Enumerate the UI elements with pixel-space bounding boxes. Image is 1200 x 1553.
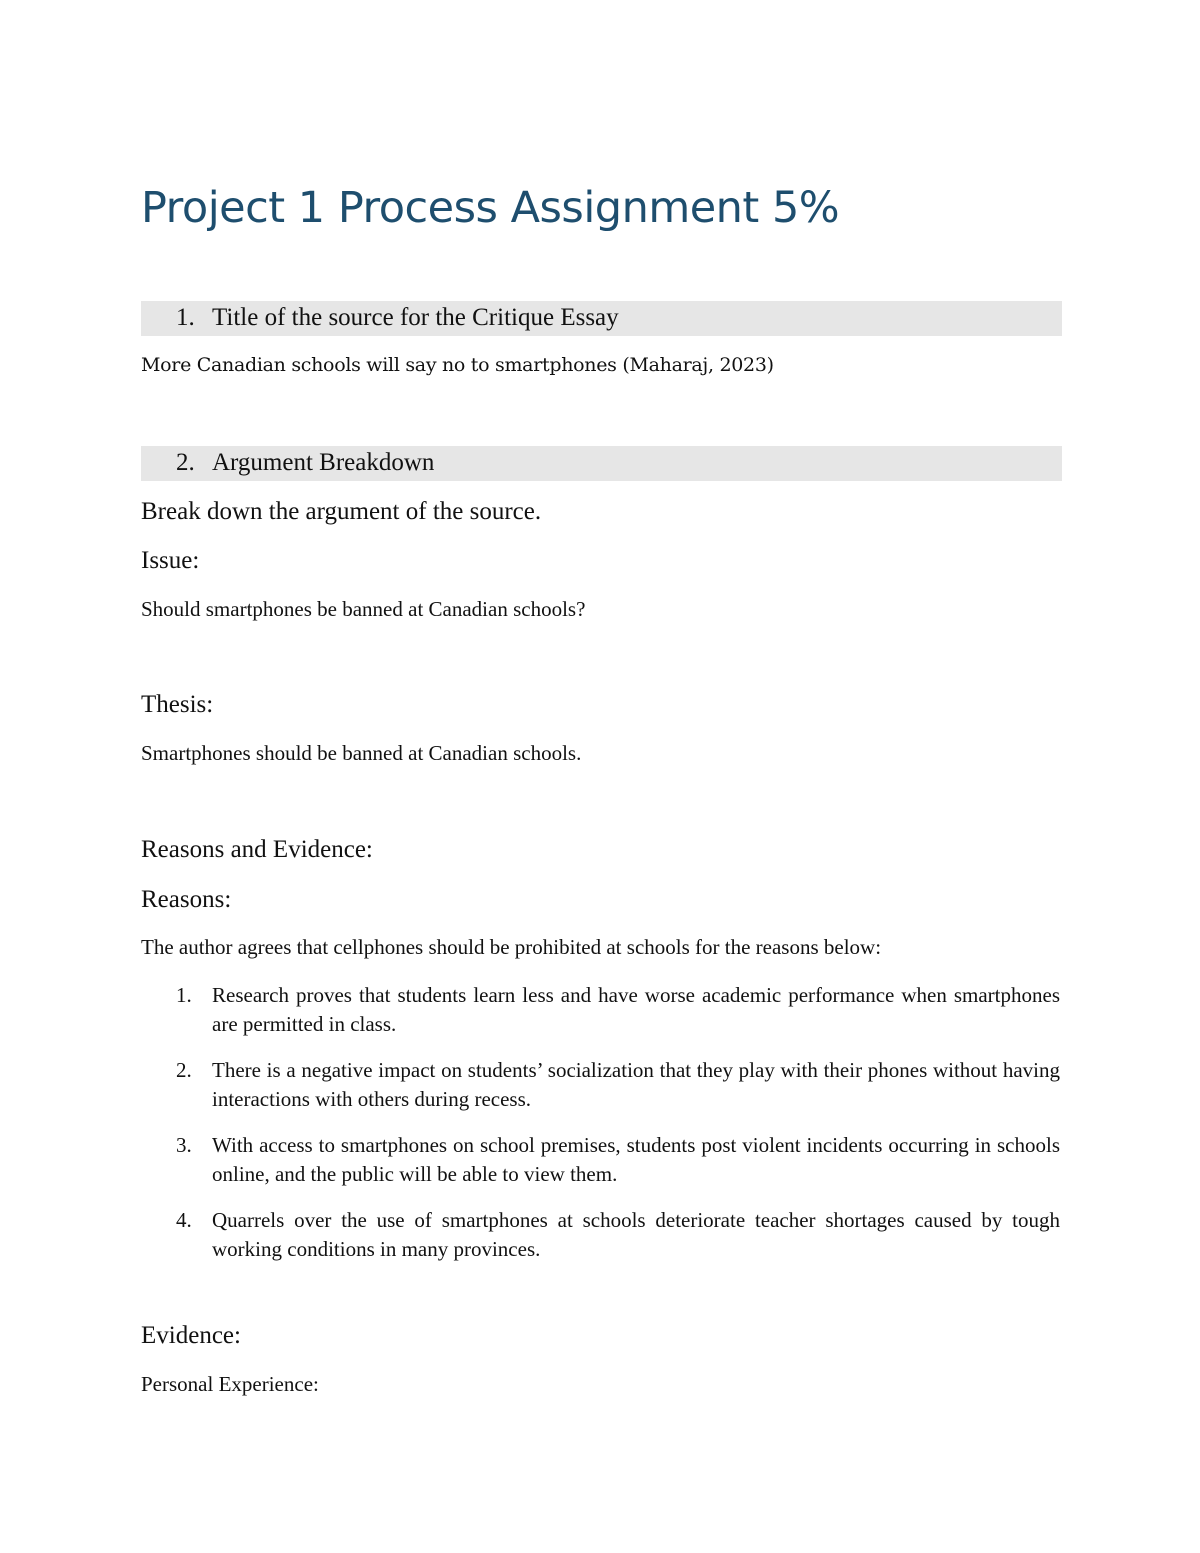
section-heading-source-title bbox=[141, 301, 1062, 336]
reasons-list bbox=[141, 981, 1060, 1281]
thesis-label: Thesis: bbox=[141, 691, 214, 718]
reasons-label: Reasons: bbox=[141, 886, 232, 913]
section-heading-argument-breakdown bbox=[141, 446, 1062, 481]
section-label: Argument Breakdown bbox=[212, 449, 435, 476]
list-item bbox=[141, 1131, 1060, 1189]
list-item-number: 2. bbox=[176, 1058, 192, 1082]
list-item-number: 3. bbox=[176, 1133, 192, 1157]
document-title: Project 1 Process Assignment 5% bbox=[141, 183, 840, 233]
list-item bbox=[141, 1206, 1060, 1264]
list-item bbox=[141, 981, 1060, 1039]
list-item-text: Research proves that students learn less and have worse academic performance when smartphones are permitted in class. bbox=[212, 983, 1060, 1036]
list-item-text: Quarrels over the use of smartphones at schools deteriorate teacher shortages caused by tough working conditions in many provinces. bbox=[212, 1208, 1060, 1261]
section-number: 1. bbox=[176, 304, 195, 331]
reasons-intro: The author agrees that cellphones should be prohibited at schools for the reasons below: bbox=[141, 935, 882, 959]
list-item-text: With access to smartphones on school premises, students post violent incidents occurring in schools online, and the public will be able to view them. bbox=[212, 1133, 1060, 1186]
list-item bbox=[141, 1056, 1060, 1114]
list-item-number: 1. bbox=[176, 983, 192, 1007]
source-title-text: More Canadian schools will say no to smartphones (Maharaj, 2023) bbox=[141, 354, 774, 376]
personal-experience-label: Personal Experience: bbox=[141, 1372, 319, 1396]
list-item-number: 4. bbox=[176, 1208, 192, 1232]
section-label: Title of the source for the Critique Essay bbox=[212, 304, 619, 331]
reasons-evidence-label: Reasons and Evidence: bbox=[141, 836, 373, 863]
list-item-text: There is a negative impact on students’ socialization that they play with their phones without having interactions with others during recess. bbox=[212, 1058, 1060, 1111]
breakdown-intro: Break down the argument of the source. bbox=[141, 498, 542, 525]
thesis-text: Smartphones should be banned at Canadian schools. bbox=[141, 741, 582, 765]
issue-text: Should smartphones be banned at Canadian schools? bbox=[141, 597, 586, 621]
issue-label: Issue: bbox=[141, 547, 200, 574]
section-number: 2. bbox=[176, 449, 195, 476]
evidence-label: Evidence: bbox=[141, 1322, 241, 1349]
